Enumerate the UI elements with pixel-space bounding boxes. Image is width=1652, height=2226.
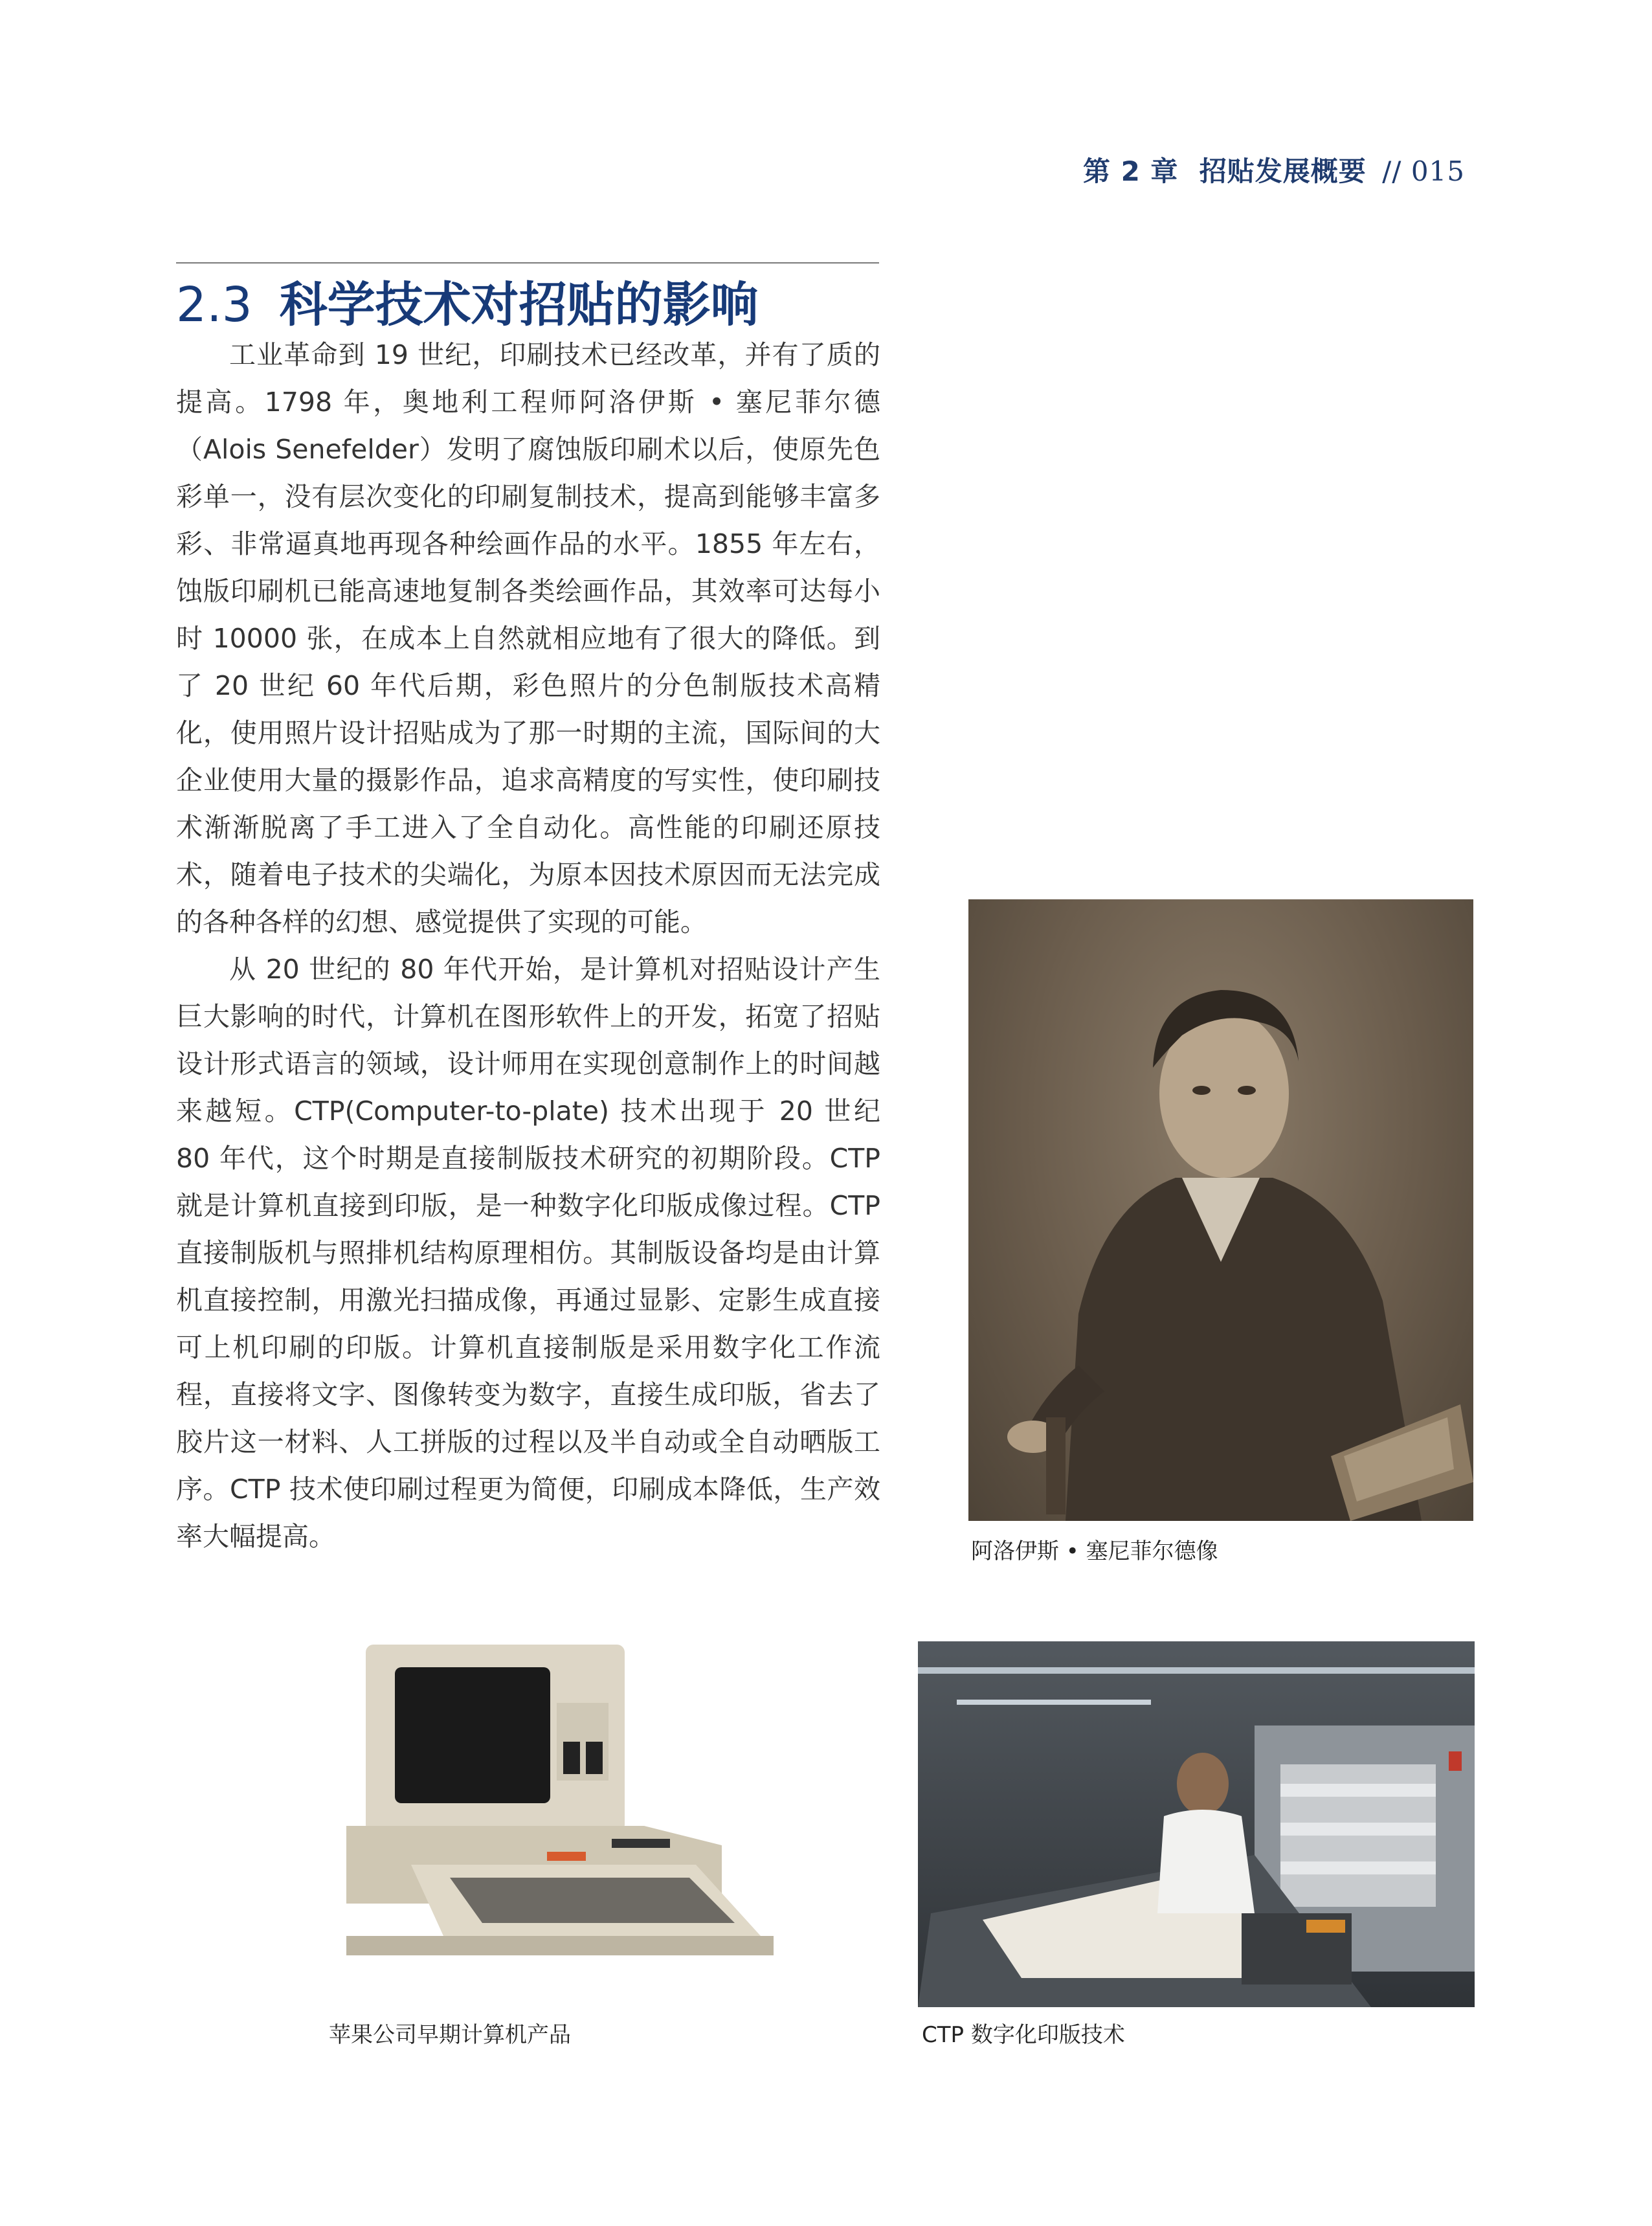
chapter-title: 招贴发展概要 (1199, 155, 1367, 187)
ctp-illustration (918, 1641, 1475, 2007)
header-separator: // (1382, 155, 1402, 187)
section-title: 科学技术对招贴的影响 (279, 277, 759, 333)
paragraph-2: 从 20 世纪的 80 年代开始，是计算机对招贴设计产生巨大影响的时代，计算机在图形软件上的开发，拓宽了招贴设计形式语言的领域，设计师用在实现创意制作上的时间越来越短。CTP(Computer-to-plate) 技术出现于 20 世纪 80 年代，这个时期是直接制版技术研究的初期阶段。CTP 就是计算机直接到印版，是一种数字化印版成像过程。CTP 直接制版机与照排机结构原理相仿。其制版设备均是由计算机直接控制，用激光扫描成像，再通过显影、定影生成直接可上机印刷的印版。计算机直接制版是采用数字化工作流程，直接将文字、图像转变为数字，直接生成印版，省去了胶片这一材料、人工拼版的过程以及半自动或全自动晒版工序。CTP 技术使印刷过程更为简便，印刷成本降低，生产效率大幅提高。 (176, 954, 880, 1552)
section-number: 2.3 (176, 277, 252, 333)
page-number: 015 (1411, 155, 1465, 187)
body-text (176, 332, 880, 1560)
paragraph-1: 工业革命到 19 世纪，印刷技术已经改革，并有了质的提高。1798 年，奥地利工程师阿洛伊斯 • 塞尼菲尔德（Alois Senefelder）发明了腐蚀版印刷术以后，使原先色彩单一，没有层次变化的印刷复制技术，提高到能够丰富多彩、非常逼真地再现各种绘画作品的水平。1855 年左右，蚀版印刷机已能高速地复制各类绘画作品，其效率可达每小时 10000 张，在成本上自然就相应地有了很大的降低。到了 20 世纪 60 年代后期，彩色照片的分色制版技术高精化，使用照片设计招贴成为了那一时期的主流，国际间的大企业使用大量的摄影作品，追求高精度的写实性，使印刷技术渐渐脱离了手工进入了全自动化。高性能的印刷还原技术，随着电子技术的尖端化，为原本因技术原因而无法完成的各种各样的幻想、感觉提供了实现的可能。 (176, 339, 880, 938)
running-head (1083, 150, 1465, 189)
computer-caption: 苹果公司早期计算机产品 (329, 2022, 571, 2048)
chapter-label: 第 2 章 (1082, 155, 1179, 187)
ctp-photo (918, 1641, 1475, 2007)
portrait-caption: 阿洛伊斯 • 塞尼菲尔德像 (971, 1538, 1218, 1564)
computer-illustration (333, 1632, 787, 1975)
ctp-caption: CTP 数字化印版技术 (922, 2022, 1125, 2048)
apple-computer-image (333, 1632, 787, 1975)
section-heading (176, 267, 759, 335)
section-rule (176, 262, 879, 264)
portrait-illustration (968, 899, 1473, 1521)
portrait-image (968, 899, 1473, 1521)
